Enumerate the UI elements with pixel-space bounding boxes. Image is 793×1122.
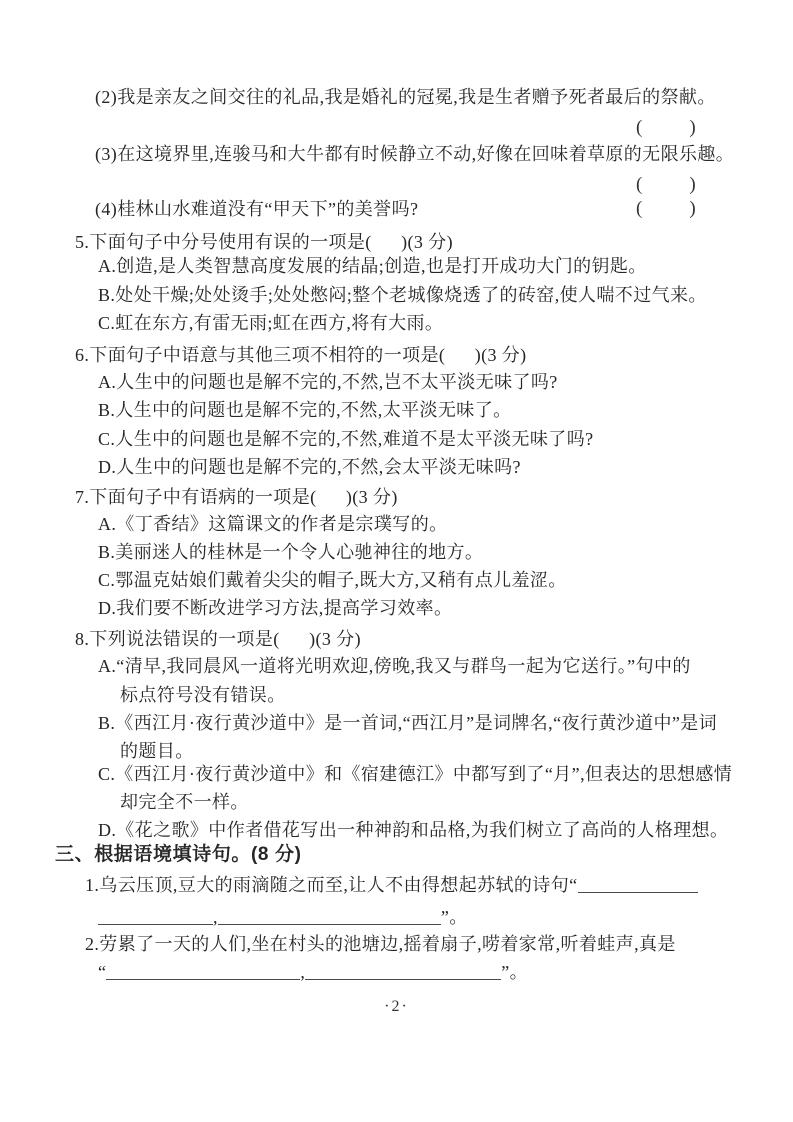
question-6-option-a: A.人生中的问题也是解不完的,不然,岂不太平淡无味了吗? [98,372,558,392]
section-3-heading: 三、根据语境填诗句。(8 分) [55,844,302,865]
question-8-option-d: D.《花之歌》中作者借花写出一种神韵和品格,为我们树立了高尚的人格理想。 [98,820,729,840]
question-6-option-d: D.人生中的问题也是解不完的,不然,会太平淡无味吗? [98,457,521,477]
fill-item-1-text: 1.乌云压顶,豆大的雨滴随之而至,让人不由得想起苏轼的诗句“ [85,875,578,895]
answer-parens-2: ( ) [636,117,697,138]
question-7-option-c: C.鄂温克姑娘们戴着尖尖的帽子,既大方,又稍有点儿羞涩。 [98,570,567,590]
fill-item-1-comma: , [213,907,218,927]
question-5-stem: 5.下面句子中分号使用有误的一项是( )(3 分) [75,232,453,252]
fill-item-2-opening-quote: “ [98,962,107,982]
fill-blank-underline [218,907,441,925]
fill-item-1-closing-quote: ”。 [440,907,468,927]
question-5-option-a: A.创造,是人类智慧高度发展的结晶;创造,也是打开成功大门的钥匙。 [98,256,647,276]
fill-item-1-line-2 [98,906,468,928]
page-number: ·2· [384,998,409,1015]
judge-sentence-3: (3)在这境界里,连骏马和大牛都有时候静立不动,好像在回味着草原的无限乐趣。 [95,144,735,164]
fill-item-2-line-2 [98,961,528,983]
fill-item-2-closing-quote: ”。 [501,962,529,982]
fill-item-2-comma: , [300,962,306,982]
fill-blank-underline [106,962,300,980]
question-8-option-c-line-2: 却完全不一样。 [120,792,249,812]
question-6-stem: 6.下面句子中语意与其他三项不相符的一项是( )(3 分) [75,345,527,365]
answer-parens-4: ( ) [636,198,697,219]
question-8-option-b-line-2: 的题目。 [120,741,194,761]
question-8-option-a-line-2: 标点符号没有错误。 [120,685,286,705]
question-8-stem: 8.下列说法错误的一项是( )(3 分) [75,629,361,649]
question-8-option-a-line-1: A.“清早,我同晨风一道将光明欢迎,傍晚,我又与群鸟一起为它送行。”句中的 [98,656,691,676]
question-5-option-c: C.虹在东方,有雷无雨;虹在西方,将有大雨。 [98,313,444,333]
fill-item-1-line-1 [85,874,698,896]
question-6-option-b: B.人生中的问题也是解不完的,不然,太平淡无味了。 [98,400,512,420]
fill-item-2-line-1: 2.劳累了一天的人们,坐在村头的池塘边,摇着扇子,唠着家常,听着蛙声,真是 [85,934,676,954]
fill-blank-underline [98,907,213,925]
question-7-stem: 7.下面句子中有语病的一项是( )(3 分) [75,487,398,507]
answer-parens-3: ( ) [636,174,697,195]
fill-blank-underline [578,875,698,893]
judge-sentence-2: (2)我是亲友之间交往的礼品,我是婚礼的冠冕,我是生者赠予死者最后的祭献。 [95,87,716,107]
fill-blank-underline [305,962,501,980]
question-8-option-b-line-1: B.《西江月·夜行黄沙道中》是一首词,“西江月”是词牌名,“夜行黄沙道中”是词 [98,713,718,733]
judge-sentence-4: (4)桂林山水难道没有“甲天下”的美誉吗? [95,199,419,219]
question-5-option-b: B.处处干燥;处处烫手;处处憋闷;整个老城像烧透了的砖窑,使人喘不过气来。 [98,285,707,305]
question-7-option-b: B.美丽迷人的桂林是一个令人心驰神往的地方。 [98,542,484,562]
question-7-option-a: A.《丁香结》这篇课文的作者是宗璞写的。 [98,514,448,534]
question-7-option-d: D.我们要不断改进学习方法,提高学习效率。 [98,598,453,618]
question-6-option-c: C.人生中的问题也是解不完的,不然,难道不是太平淡无味了吗? [98,429,594,449]
question-8-option-c-line-1: C.《西江月·夜行黄沙道中》和《宿建德江》中都写到了“月”,但表达的思想感情 [98,764,733,784]
